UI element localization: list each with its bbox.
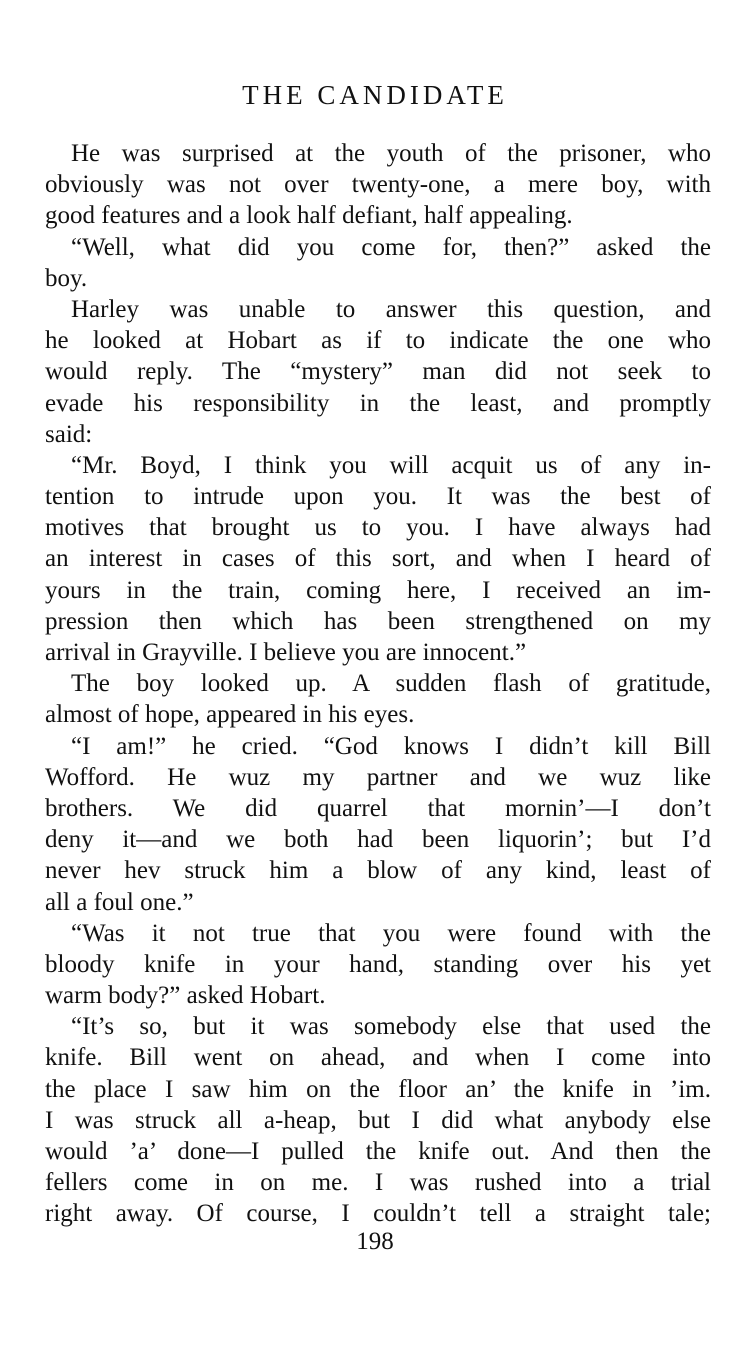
text-line: I was struck all a-heap, but I did what anybody else — [45, 1106, 711, 1134]
text-line: Harley was unable to answer this question, and — [71, 295, 711, 323]
text-line: the place I saw him on the floor an’ the knife in ’im. — [45, 1075, 711, 1103]
text-line: Wofford. He wuz my partner and we wuz like — [45, 763, 711, 791]
text-line: evade his responsibility in the least, and promptly — [45, 389, 711, 417]
text-line: yours in the train, coming here, I received an im- — [45, 576, 711, 604]
text-line: knife. Bill went on ahead, and when I come into — [45, 1044, 711, 1072]
text-line: “Was it not true that you were found with the — [71, 919, 711, 947]
text-line: said: — [45, 420, 93, 448]
text-line: “It’s so, but it was somebody else that used the — [71, 1013, 711, 1041]
running-title: THE CANDIDATE — [242, 80, 508, 110]
text-line: an interest in cases of this sort, and when I heard of — [45, 545, 711, 573]
text-line: all a foul one.” — [45, 888, 194, 916]
text-line: obviously was not over twenty-one, a mere boy, with — [45, 171, 711, 199]
text-line: would ’a’ done—I pulled the knife out. And then the — [45, 1138, 711, 1165]
text-line: fellers come in on me. I was rushed into a trial — [45, 1169, 711, 1197]
text-line: The boy looked up. A sudden flash of gratitude, — [71, 670, 711, 698]
text-line: right away. Of course, I couldn’t tell a straight tale; — [45, 1200, 711, 1228]
text-line: deny it—and we both had been liquorin’; but I’d — [45, 826, 711, 854]
body-text — [45, 138, 711, 1230]
text-line: he looked at Hobart as if to indicate the one who — [45, 327, 711, 355]
text-line: “Mr. Boyd, I think you will acquit us of any in- — [71, 451, 711, 479]
text-line: bloody knife in your hand, standing over his yet — [45, 950, 711, 978]
text-line: almost of hope, appeared in his eyes. — [45, 701, 415, 729]
text-line: He was surprised at the youth of the prisoner, who — [71, 140, 711, 167]
text-line: arrival in Grayville. I believe you are innocent.” — [45, 639, 527, 666]
page-number: 198 — [356, 1228, 394, 1255]
text-line: pression then which has been strengthened on my — [45, 607, 711, 635]
text-line: “Well, what did you come for, then?” asked the — [71, 233, 711, 261]
text-line: boy. — [45, 264, 88, 292]
text-line: “I am!” he cried. “God knows I didn’t kill Bill — [71, 732, 711, 760]
text-line: never hev struck him a blow of any kind, least of — [45, 857, 711, 885]
text-line: tention to intrude upon you. It was the best of — [45, 483, 711, 511]
text-line: good features and a look half defiant, half appealing. — [45, 202, 573, 230]
text-line: warm body?” asked Hobart. — [45, 982, 326, 1010]
text-line: would reply. The “mystery” man did not seek to — [45, 358, 711, 386]
text-line: motives that brought us to you. I have always had — [45, 514, 711, 542]
text-line: brothers. We did quarrel that mornin’—I don’t — [45, 794, 711, 822]
